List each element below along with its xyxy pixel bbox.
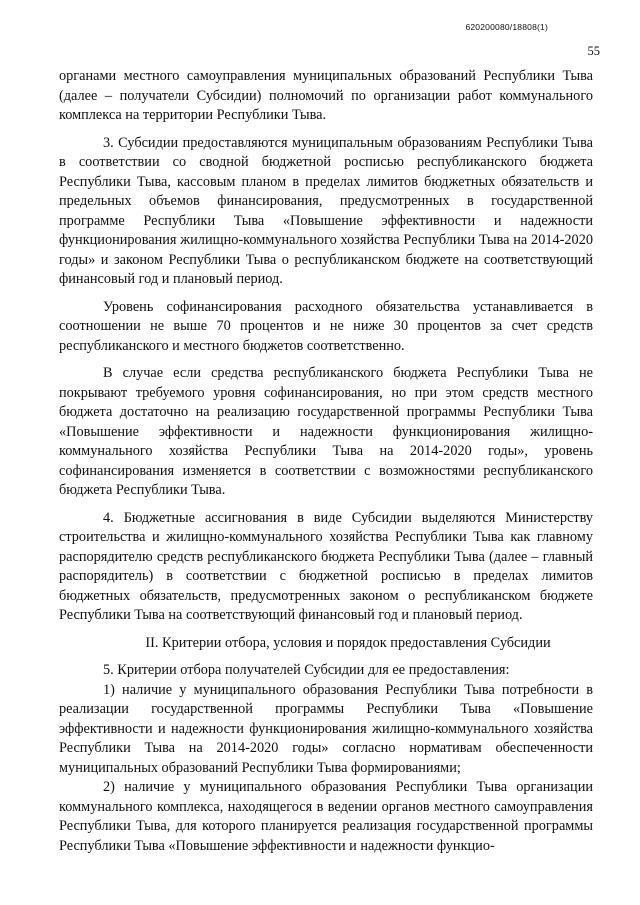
paragraph-cofinancing-level: Уровень софинансирования расходного обязательства устанавливается в соотношении не выше 70 процентов и не ниже 30 процентов за счет средств республиканского и местного бюджетов соответственно. xyxy=(59,298,593,354)
section-heading: II. Критерии отбора, условия и порядок предоставления Субсидии xyxy=(145,634,551,651)
document-id: 620200080/18808(1) xyxy=(465,22,548,32)
paragraph-criterion-1: 1) наличие у муниципального образования Республики Тыва потребности в реализации государственной программы Республики Тыва «Повышение эффективности и надежности функционирования жилищно-коммунального хозяйства Республики Тыва на 2014-2020 годы» согласно нормативам обеспеченности муниципальных образований Республики Тыва формированиями; xyxy=(59,681,593,776)
document-body xyxy=(59,67,593,856)
paragraph-continuation: органами местного самоуправления муниципальных образований Республики Тыва (далее – получатели Субсидии) полномочий по организации работ коммунального комплекса на территории Республики Тыва. xyxy=(59,68,593,123)
paragraph-item-3: 3. Субсидии предоставляются муниципальным образованиям Республики Тыва в соответствии со сводной бюджетной росписью республиканского бюджета Республики Тыва, кассовым планом в пределах лимитов бюджетных обязательств и предельных объемов финансирования, предусмотренных в государственной программе Республики Тыва «Повышение эффективности и надежности функционирования жилищно-коммунального хозяйства Республики Тыва на 2014-2020 годы» и законом Республики Тыва о республиканском бюджете на соответствующий финансовый год и плановый период. xyxy=(59,134,593,287)
paragraph-item-5: 5. Критерии отбора получателей Субсидии для ее предоставления: xyxy=(103,662,510,678)
page-number: 55 xyxy=(587,44,600,58)
paragraph-budget-shortfall: В случае если средства республиканского бюджета Республики Тыва не покрывают требуемого уровня софинансирования, но при этом средств местного бюджета достаточно на реализацию государственной программы Республики Тыва «Повышение эффективности и надежности функционирования жилищно-коммунального хозяйства Республики Тыва на 2014-2020 годы», уровень софинансирования изменяется в соответствии с возможностями республиканского бюджета Республики Тыва. xyxy=(59,365,593,498)
paragraph-criterion-2: 2) наличие у муниципального образования Республики Тыва организации коммунального комплекса, находящегося в ведении органов местного самоуправления Республики Тыва, для которого планируется реализация государственной программы Республики Тыва «Повышение эффективности и надежности функцио- xyxy=(59,779,593,854)
paragraph-item-4: 4. Бюджетные ассигнования в виде Субсидии выделяются Министерству строительства и жилищно-коммунального хозяйства Республики Тыва как главному распорядителю средств республиканского бюджета Республики Тыва (далее – главный распорядитель) в соответствии с бюджетной росписью в пределах лимитов бюджетных обязательств, предусмотренных законом о республиканском бюджете Республики Тыва на соответствующий финансовый год и плановый период. xyxy=(59,509,593,623)
